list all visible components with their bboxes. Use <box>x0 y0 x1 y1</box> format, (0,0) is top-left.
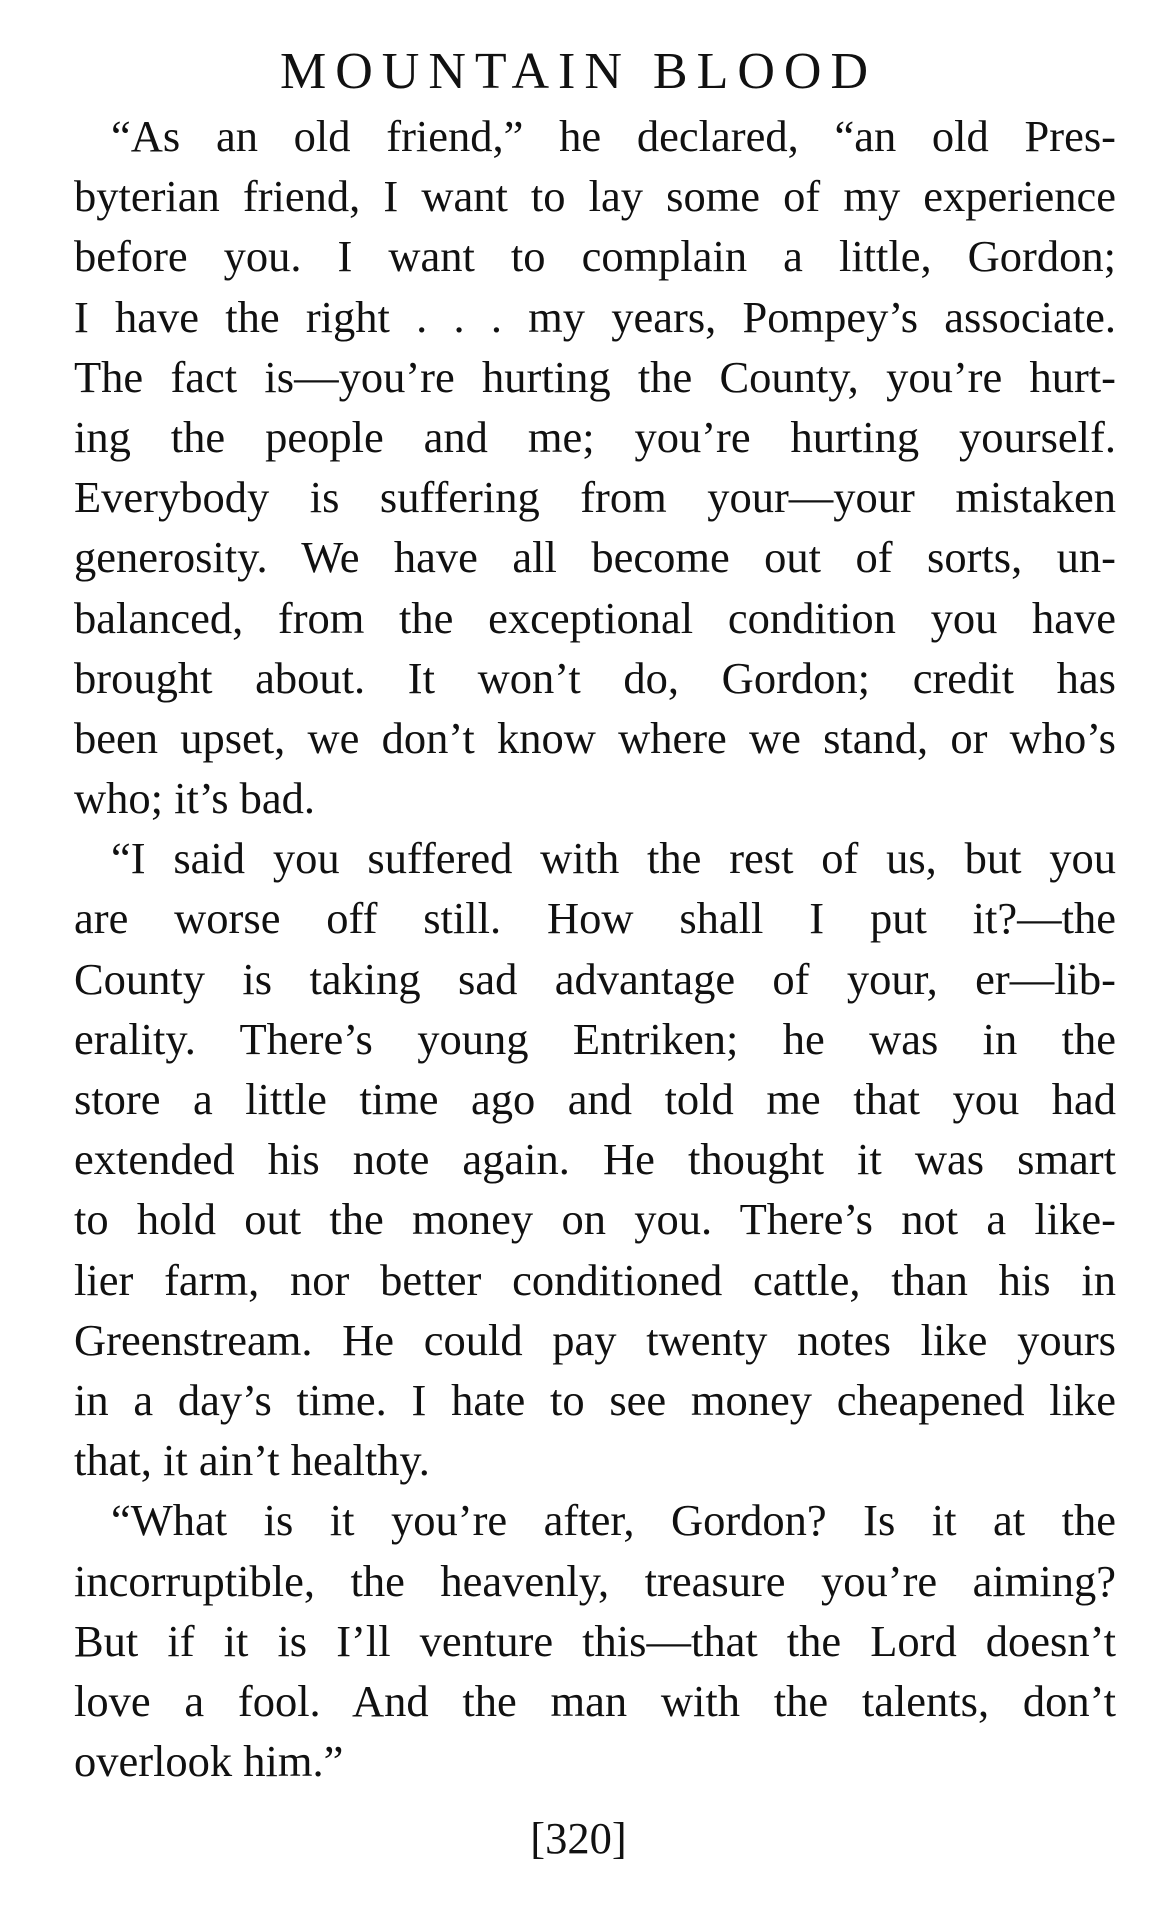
text-line: overlook him.” <box>74 1736 344 1787</box>
text-line: “What is it you’re after, Gordon? Is it at the <box>111 1495 1116 1546</box>
text-line: erality. There’s young Entriken; he was in the <box>74 1013 1116 1064</box>
text-line: County is taking sad advantage of your, er—lib- <box>74 953 1116 1004</box>
text-line: incorruptible, the heavenly, treasure you’re aiming? <box>74 1555 1116 1606</box>
text-line: are worse off still. How shall I put it?—the <box>74 893 1116 944</box>
text-line: balanced, from the exceptional condition you have <box>74 592 1116 643</box>
text-line: in a day’s time. I hate to see money cheapened like <box>74 1374 1116 1425</box>
text-line: who; it’s bad. <box>74 773 316 824</box>
text-line: I have the right . . . my years, Pompey’s associate. <box>74 291 1116 342</box>
text-line: ing the people and me; you’re hurting yourself. <box>74 411 1116 462</box>
page-number: [320] <box>530 1813 627 1863</box>
text-line: been upset, we don’t know where we stand, or who’s <box>74 712 1116 763</box>
text-line: that, it ain’t healthy. <box>74 1435 430 1486</box>
text-line: But if it is I’ll venture this—that the Lord doesn’t <box>74 1615 1116 1666</box>
text-line: Everybody is suffering from your—your mistaken <box>74 472 1116 523</box>
text-line: “I said you suffered with the rest of us, but you <box>111 833 1116 884</box>
text-line: The fact is—you’re hurting the County, you’re hurt- <box>74 351 1116 402</box>
text-line: store a little time ago and told me that you had <box>74 1074 1116 1124</box>
text-line: before you. I want to complain a little, Gordon; <box>74 231 1116 282</box>
text-line: extended his note again. He thought it was smart <box>74 1134 1116 1185</box>
running-head: MOUNTAIN BLOOD <box>279 43 878 100</box>
text-line: byterian friend, I want to lay some of my experience <box>74 171 1116 222</box>
text-line: to hold out the money on you. There’s not a like- <box>74 1194 1116 1245</box>
text-line: Greenstream. He could pay twenty notes like yours <box>74 1314 1116 1365</box>
text-line: “As an old friend,” he declared, “an old Pres- <box>111 111 1116 161</box>
body-text <box>74 106 1116 1791</box>
text-line: lier farm, nor better conditioned cattle, than his in <box>74 1254 1116 1305</box>
text-line: love a fool. And the man with the talents, don’t <box>74 1675 1116 1726</box>
text-line: generosity. We have all become out of sorts, un- <box>74 532 1116 583</box>
text-line: brought about. It won’t do, Gordon; credit has <box>74 652 1116 703</box>
